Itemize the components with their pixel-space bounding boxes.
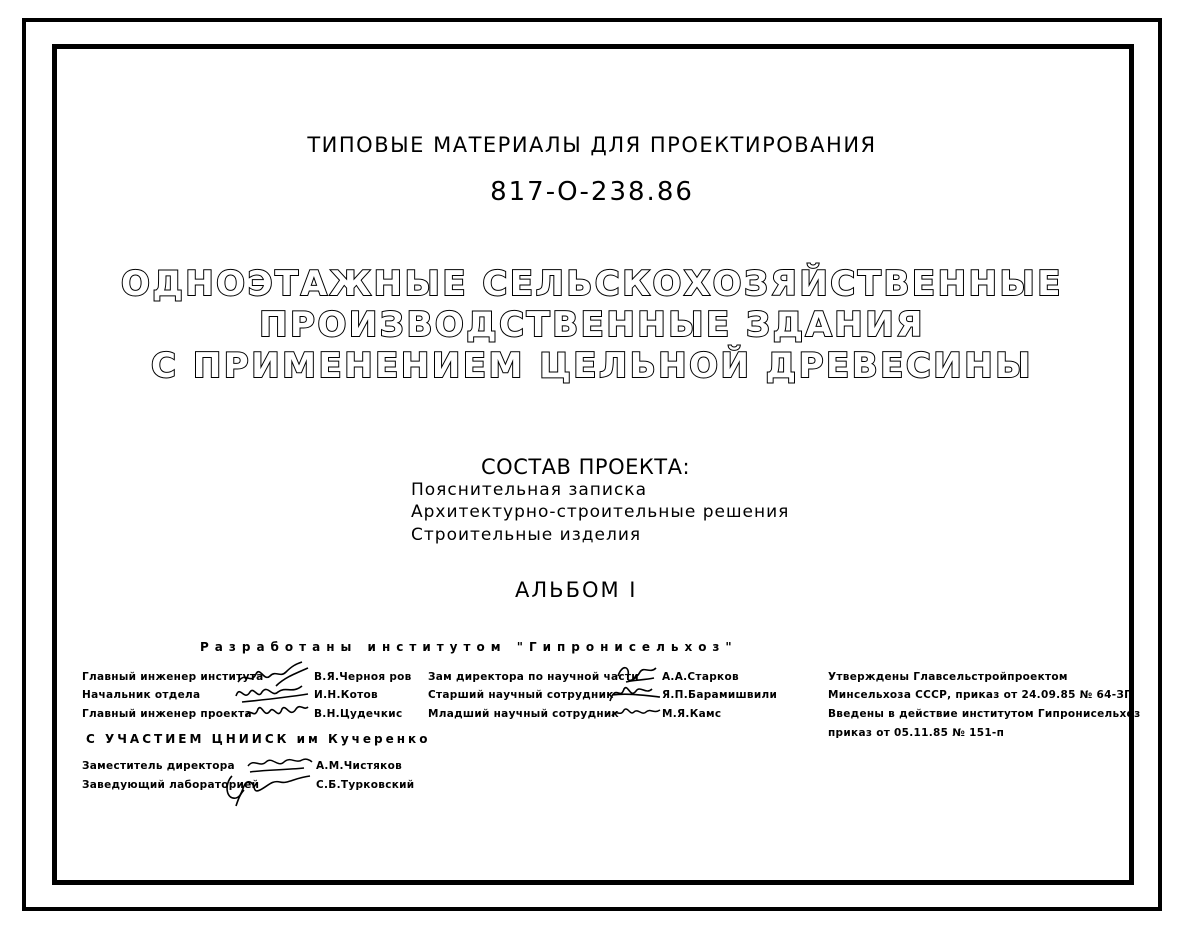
staff-position: Главный инженер проекта [82, 708, 252, 720]
approval-line: Введены в действие институтом Гипронисельхоз [828, 708, 1141, 720]
composition-item: Строительные изделия [411, 525, 642, 545]
staff-position: Заместитель директора [82, 760, 235, 772]
developed-by: Разработаны институтом "Гипронисельхоз" [200, 640, 738, 654]
staff-name: М.Я.Камс [662, 708, 722, 720]
composition-heading: СОСТАВ ПРОЕКТА: [481, 455, 691, 479]
staff-name: В.Н.Цудечкис [314, 708, 403, 720]
staff-position: Главный инженер института [82, 671, 264, 683]
composition-item: Пояснительная записка [411, 480, 647, 500]
signature-turkovsky [222, 770, 314, 810]
approval-line: Утверждены Главсельстройпроектом [828, 671, 1068, 683]
staff-position: Старший научный сотрудник [428, 689, 614, 701]
main-title-line-1: ОДНОЭТАЖНЫЕ СЕЛЬСКОХОЗЯЙСТВЕННЫЕ [121, 264, 1063, 304]
document-code: 817-О-238.86 [490, 177, 694, 207]
approval-line: Минсельхоза СССР, приказ от 24.09.85 № 64-ЗГ [828, 689, 1132, 701]
staff-name: В.Я.Черноя ров [314, 671, 412, 683]
main-title-line-3: С ПРИМЕНЕНИЕМ ЦЕЛЬНОЙ ДРЕВЕСИНЫ [151, 346, 1033, 386]
staff-position: Зам директора по научной части [428, 671, 639, 683]
composition-item: Архитектурно-строительные решения [411, 502, 790, 522]
staff-name: А.А.Старков [662, 671, 739, 683]
staff-name: А.М.Чистяков [316, 760, 403, 772]
staff-name: И.Н.Котов [314, 689, 378, 701]
staff-position: Начальник отдела [82, 689, 201, 701]
signature-tsudechkis [242, 699, 310, 725]
main-title-line-2: ПРОИЗВОДСТВЕННЫЕ ЗДАНИЯ [259, 305, 925, 345]
staff-name: Я.П.Барамишвили [662, 689, 778, 701]
series-title: ТИПОВЫЕ МАТЕРИАЛЫ ДЛЯ ПРОЕКТИРОВАНИЯ [307, 133, 877, 157]
staff-position: Заведующий лабораторией [82, 779, 260, 791]
signature-kams [610, 702, 662, 722]
participation-line: С УЧАСТИЕМ ЦНИИСК им Кучеренко [86, 732, 431, 746]
staff-name: С.Б.Турковский [316, 779, 415, 791]
approval-line: приказ от 05.11.85 № 151-п [828, 727, 1005, 739]
staff-position: Младший научный сотрудник [428, 708, 619, 720]
album-number: АЛЬБОМ I [515, 578, 638, 602]
